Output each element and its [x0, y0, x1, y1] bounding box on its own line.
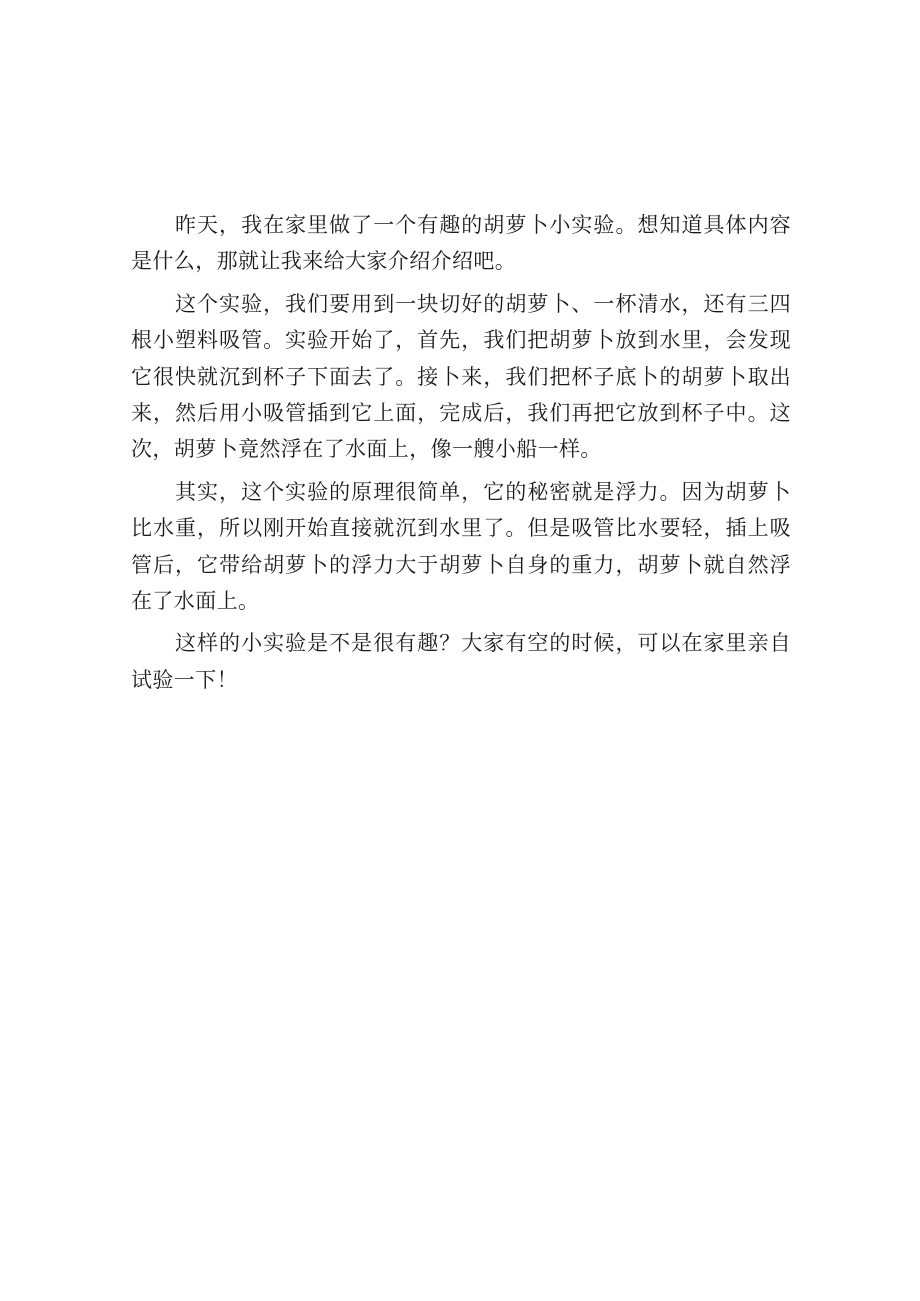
paragraph-intro: 昨天，我在家里做了一个有趣的胡萝卜小实验。想知道具体内容是什么，那就让我来给大家介绍介绍吧。 — [131, 213, 791, 274]
paragraph-experiment: 这个实验，我们要用到一块切好的胡萝卜、一杯清水，还有三四根小塑料吸管。实验开始了，首先，我们把胡萝卜放到水里，会发现它很快就沉到杯子下面去了。接卜来，我们把杯子底卜的胡萝卜取出来，然后用小吸管插到它上面，完成后，我们再把它放到杯子中。这次，胡萝卜竟然浮在了水面上，像一艘小船一样。 — [131, 291, 791, 462]
paragraph-principle: 其实，这个实验的原理很简单，它的秘密就是浮力。因为胡萝卜比水重，所以刚开始直接就沉到水里了。但是吸管比水要轻，插上吸管后，它带给胡萝卜的浮力大于胡萝卜自身的重力，胡萝卜就自然浮在了水面上。 — [131, 479, 791, 614]
document-body — [131, 207, 791, 704]
paragraph-conclusion: 这样的小实验是不是很有趣？大家有空的时候，可以在家里亲自试验一下！ — [131, 631, 791, 692]
